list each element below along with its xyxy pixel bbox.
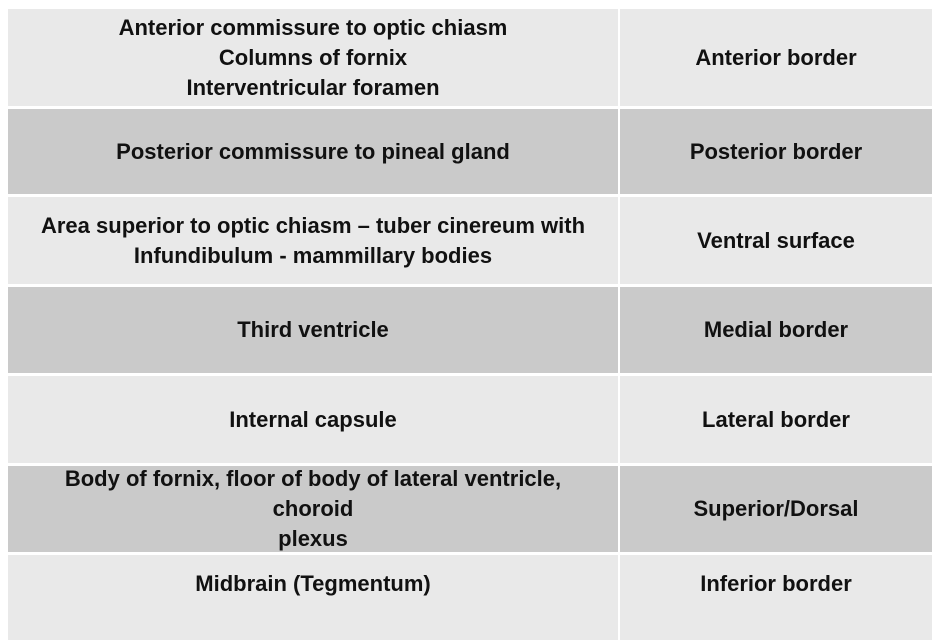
structure-cell: Internal capsule [8,373,620,463]
structure-cell: Midbrain (Tegmentum) [8,552,620,640]
structure-cell: Anterior commissure to optic chiasm Columns of fornix Interventricular foramen [8,9,620,106]
border-cell: Lateral border [620,373,932,463]
border-cell: Ventral surface [620,194,932,284]
structure-cell: Third ventricle [8,284,620,373]
border-cell: Medial border [620,284,932,373]
structure-cell: Area superior to optic chiasm – tuber cinereum with Infundibulum - mammillary bodies [8,194,620,284]
border-cell: Anterior border [620,9,932,106]
border-cell: Superior/Dorsal [620,463,932,552]
structure-cell: Body of fornix, floor of body of lateral ventricle, choroid plexus [8,463,620,552]
border-cell: Inferior border [620,552,932,640]
borders-table [8,9,932,640]
border-cell: Posterior border [620,106,932,194]
structure-cell: Posterior commissure to pineal gland [8,106,620,194]
